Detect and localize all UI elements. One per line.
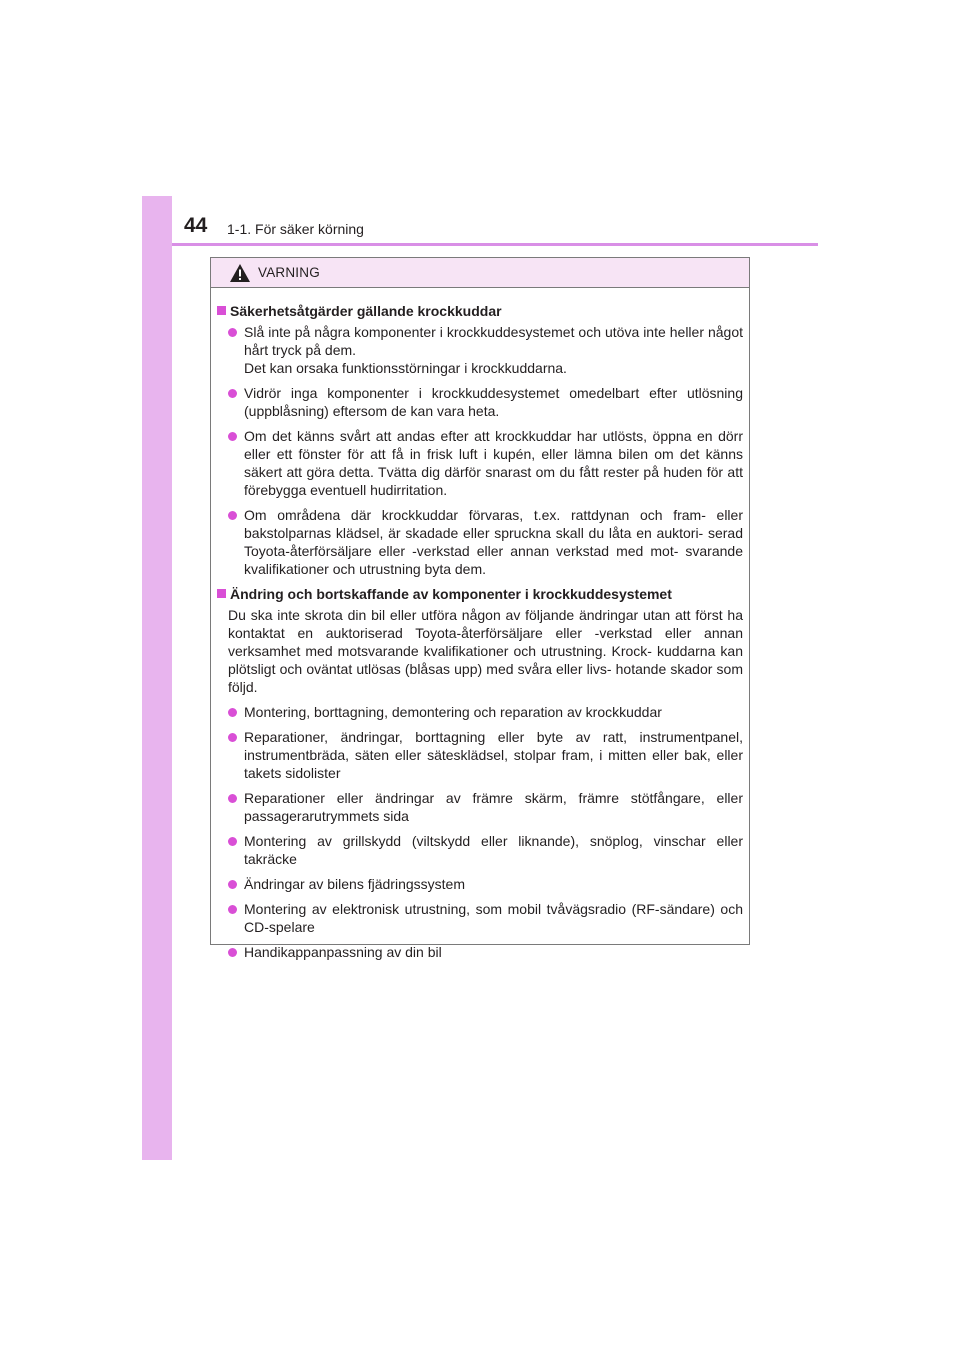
warning-content <box>211 288 749 961</box>
warning-box <box>210 257 750 960</box>
section-heading: Säkerhetsåtgärder gällande krockkuddar <box>217 302 743 320</box>
bullet-dot-icon <box>228 905 237 914</box>
section-title: 1-1. För säker körning <box>227 221 364 237</box>
warning-title: VARNING <box>258 265 320 280</box>
section-intro: Du ska inte skrota din bil eller utföra någon av följande ändringar utan att först ha kontaktat en auktoriserad Toyota-återförsäljare eller -verkstad eller annan verksamhet med motsvarande kvalifikationer och utrustning. Krock- kuddarna kan plötsligt och oväntat utlösas (blåsas upp) med svåra eller livs- hotande skador som följd. <box>228 607 743 695</box>
bullet-dot-icon <box>228 432 237 441</box>
square-bullet-icon <box>217 589 226 598</box>
bullet-text: Montering, borttagning, demontering och reparation av krockkuddar <box>244 704 662 720</box>
bullet-text: Ändringar av bilens fjädringssystem <box>244 876 465 892</box>
bullet-text: Handikappanpassning av din bil <box>244 944 442 960</box>
list-item <box>228 943 743 961</box>
bullet-dot-icon <box>228 708 237 717</box>
list-item <box>228 789 743 825</box>
bullet-dot-icon <box>228 328 237 337</box>
bullet-dot-icon <box>228 511 237 520</box>
bullet-subtext: Det kan orsaka funktionsstörningar i krockkuddarna. <box>244 360 567 376</box>
square-bullet-icon <box>217 306 226 315</box>
header-rule <box>172 243 818 246</box>
list-item <box>228 832 743 868</box>
warning-triangle-icon <box>229 263 251 283</box>
list-item <box>228 506 743 578</box>
bullet-dot-icon <box>228 880 237 889</box>
bullet-dot-icon <box>228 389 237 398</box>
list-item <box>228 384 743 420</box>
bullet-text: Slå inte på några komponenter i krockkuddesystemet och utöva inte heller något hårt tryck på dem. <box>244 324 743 358</box>
list-item <box>228 703 743 721</box>
list-item <box>228 728 743 782</box>
bullet-text: Montering av elektronisk utrustning, som mobil tvåvägsradio (RF-sändare) och CD-spelare <box>244 901 743 935</box>
list-item <box>228 900 743 936</box>
bullet-text: Vidrör inga komponenter i krockkuddesystemet omedelbart efter utlösning (uppblåsning) eftersom de kan vara heta. <box>244 385 743 419</box>
bullet-dot-icon <box>228 837 237 846</box>
warning-header <box>211 258 749 288</box>
bullet-dot-icon <box>228 794 237 803</box>
bullet-dot-icon <box>228 733 237 742</box>
bullet-text: Reparationer eller ändringar av främre skärm, främre stötfångare, eller passagerarutrymmets sida <box>244 790 743 824</box>
section-heading: Ändring och bortskaffande av komponenter i krockkuddesystemet <box>217 585 743 603</box>
list-item <box>228 875 743 893</box>
bullet-text: Reparationer, ändringar, borttagning eller byte av ratt, instrumentpanel, instrumentbräda, säten eller sätesklädsel, stolpar fram, i mitten eller bak, eller takets sidolister <box>244 729 743 781</box>
bullet-text: Om det känns svårt att andas efter att krockkuddar har utlösts, öppna en dörr eller ett fönster för att få in frisk luft i kupén, eller lämna bilen om det känns säkert att göra detta. Tvätta dig därför snarast om du fått rester på huden för att förebygga eventuell hudirritation. <box>244 428 743 498</box>
list-item <box>228 323 743 377</box>
page-number: 44 <box>184 214 208 237</box>
bullet-dot-icon <box>228 948 237 957</box>
chapter-side-band <box>142 196 172 1160</box>
list-item <box>228 427 743 499</box>
bullet-text: Om områdena där krockkuddar förvaras, t.ex. rattdynan och fram- eller bakstolparnas klädsel, är skadade eller spruckna skall du låta en auktori- serad Toyota-återförsäljare eller -verkstad eller annan verkstad med mot- svarande kvalifikationer och utrustning byta dem. <box>244 507 743 577</box>
bullet-text: Montering av grillskydd (viltskydd eller liknande), snöplog, vinschar eller takräcke <box>244 833 743 867</box>
